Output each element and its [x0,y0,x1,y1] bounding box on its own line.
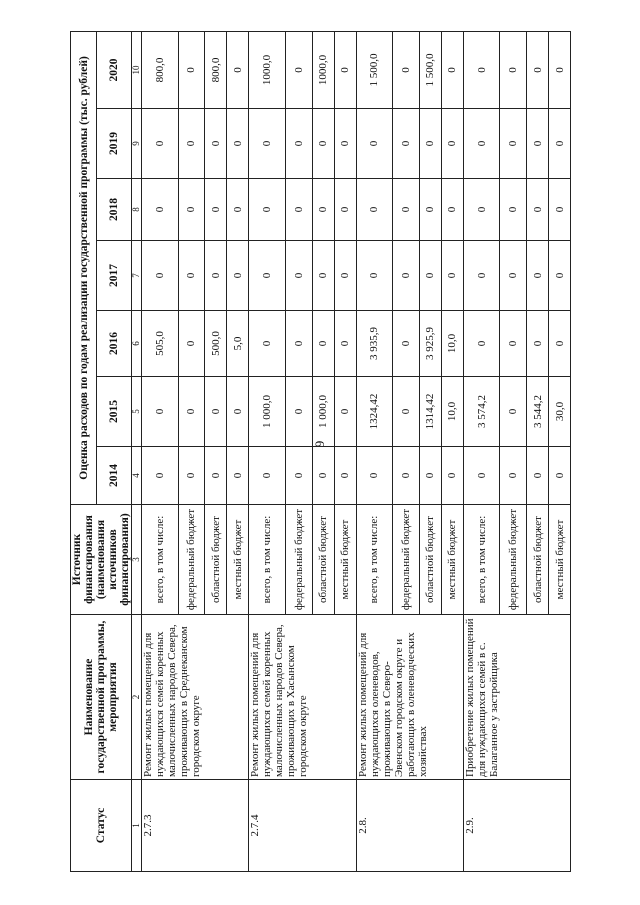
amount-cell: 0 [178,31,205,108]
measure-name: Ремонт жилых помещений для нуждающихся оленеводов, проживающих в Северо-Эвенском городском округе и работающих в оленеводческих хозяйствах [356,615,463,780]
header-year: 2015 [97,377,132,447]
funding-source: всего, в том числе: [142,505,179,615]
funding-source: областной бюджет [419,505,441,615]
measure-name: Ремонт жилых помещений для нуждающихся семей коренных малочисленных народов Севера, проживающих в Среднеканском городском округе [142,615,249,780]
amount-cell: 1 000,0 [249,377,286,447]
amount-cell: 0 [463,241,500,311]
amount-cell: 0 [142,109,179,179]
amount-cell: 0 [227,179,249,241]
amount-cell: 5,0 [227,311,249,377]
amount-cell: 1000,0 [249,31,286,108]
header-year: 2018 [97,179,132,241]
amount-cell: 0 [205,447,227,505]
header-source: Источник финансирования (наименования источников финансирования) [71,505,132,615]
amount-cell: 0 [285,311,312,377]
amount-cell: 0 [285,109,312,179]
amount-cell: 0 [178,109,205,179]
amount-cell: 0 [249,241,286,311]
column-index: 8 [132,179,142,241]
amount-cell: 3 544,2 [527,377,549,447]
amount-cell: 0 [393,311,420,377]
amount-cell: 0 [285,377,312,447]
header-name: Наименование государственной программы, мероприятия [71,615,132,780]
amount-cell: 0 [205,109,227,179]
amount-cell: 0 [312,241,334,311]
amount-cell: 0 [527,179,549,241]
amount-cell: 0 [312,179,334,241]
column-index: 6 [132,311,142,377]
amount-cell: 0 [285,447,312,505]
amount-cell: 0 [441,179,463,241]
amount-cell: 0 [356,447,393,505]
amount-cell: 0 [178,377,205,447]
column-index: 3 [132,505,142,615]
budget-table [70,31,571,872]
amount-cell: 0 [419,109,441,179]
amount-cell: 800,0 [205,31,227,108]
table-row [249,31,286,871]
amount-cell: 0 [142,179,179,241]
amount-cell: 0 [334,31,356,108]
amount-cell: 500,0 [205,311,227,377]
amount-cell: 0 [393,447,420,505]
amount-cell: 0 [312,311,334,377]
amount-cell: 0 [441,447,463,505]
amount-cell: 1000,0 [312,31,334,108]
column-index: 9 [132,109,142,179]
header-status: Статус [71,780,132,872]
column-index: 10 [132,31,142,108]
funding-source: областной бюджет [312,505,334,615]
amount-cell: 30,0 [549,377,571,447]
amount-cell: 0 [356,109,393,179]
amount-cell: 0 [500,377,527,447]
amount-cell: 0 [393,109,420,179]
amount-cell: 0 [463,447,500,505]
amount-cell: 1314,42 [419,377,441,447]
funding-source: всего, в том числе: [356,505,393,615]
status-cell: 2.7.3 [142,780,249,872]
amount-cell: 0 [227,447,249,505]
amount-cell: 0 [393,241,420,311]
amount-cell: 3 925,9 [419,311,441,377]
header-year: 2019 [97,109,132,179]
column-index: 1 [132,780,142,872]
amount-cell: 0 [178,311,205,377]
amount-cell: 0 [334,377,356,447]
status-cell: 2.8. [356,780,463,872]
funding-source: федеральный бюджет [500,505,527,615]
amount-cell: 0 [356,241,393,311]
amount-cell: 0 [549,447,571,505]
amount-cell: 0 [549,311,571,377]
table-row [142,31,179,871]
funding-source: областной бюджет [205,505,227,615]
rotated-table-wrapper [70,32,570,872]
amount-cell: 0 [249,109,286,179]
amount-cell: 0 [500,179,527,241]
funding-source: федеральный бюджет [285,505,312,615]
amount-cell: 0 [334,311,356,377]
amount-cell: 0 [500,311,527,377]
amount-cell: 0 [178,241,205,311]
funding-source: федеральный бюджет [178,505,205,615]
header-year: 2017 [97,241,132,311]
amount-cell: 0 [312,447,334,505]
amount-cell: 0 [463,179,500,241]
amount-cell: 10,0 [441,377,463,447]
page-number: 9 [312,440,327,448]
amount-cell: 0 [205,179,227,241]
amount-cell: 0 [285,241,312,311]
status-cell: 2.9. [463,780,570,872]
header-year: 2016 [97,311,132,377]
header-year: 2014 [97,447,132,505]
amount-cell: 505,0 [142,311,179,377]
measure-name: Ремонт жилых помещений для нуждающихся семей коренных малочисленных народов Севера, проживающих в Хасынском городском округе [249,615,356,780]
amount-cell: 0 [549,109,571,179]
amount-cell: 0 [527,447,549,505]
amount-cell: 0 [463,109,500,179]
amount-cell: 0 [312,109,334,179]
funding-source: федеральный бюджет [393,505,420,615]
amount-cell: 0 [527,109,549,179]
amount-cell: 0 [419,179,441,241]
amount-cell: 0 [227,377,249,447]
funding-source: всего, в том числе: [249,505,286,615]
amount-cell: 0 [285,179,312,241]
measure-name: Приобретение жилых помещений для нуждающихся семей в с. Балаганное у застройщика [463,615,570,780]
amount-cell: 0 [527,311,549,377]
amount-cell: 1 000,0 [312,377,334,447]
amount-cell: 0 [142,241,179,311]
amount-cell: 0 [500,31,527,108]
amount-cell: 0 [334,241,356,311]
amount-cell: 0 [549,241,571,311]
amount-cell: 0 [441,241,463,311]
amount-cell: 0 [142,447,179,505]
amount-cell: 0 [205,377,227,447]
amount-cell: 1324,42 [356,377,393,447]
table-row [463,31,500,871]
amount-cell: 0 [356,179,393,241]
amount-cell: 0 [227,241,249,311]
funding-source: областной бюджет [527,505,549,615]
funding-source: местный бюджет [549,505,571,615]
header-estimate: Оценка расходов по годам реализации государственной программы (тыс. рублей) [71,31,97,504]
amount-cell: 0 [463,31,500,108]
amount-cell: 0 [249,447,286,505]
amount-cell: 1 500,0 [356,31,393,108]
funding-source: местный бюджет [334,505,356,615]
amount-cell: 0 [227,109,249,179]
amount-cell: 0 [205,241,227,311]
header-year: 2020 [97,31,132,108]
amount-cell: 0 [178,179,205,241]
amount-cell: 0 [419,241,441,311]
funding-source: всего, в том числе: [463,505,500,615]
funding-source: местный бюджет [441,505,463,615]
amount-cell: 3 574,2 [463,377,500,447]
amount-cell: 0 [334,179,356,241]
amount-cell: 0 [463,311,500,377]
amount-cell: 0 [527,241,549,311]
amount-cell: 0 [393,31,420,108]
column-index: 4 [132,447,142,505]
amount-cell: 0 [419,447,441,505]
amount-cell: 0 [500,109,527,179]
amount-cell: 0 [249,311,286,377]
amount-cell: 0 [441,31,463,108]
amount-cell: 0 [142,377,179,447]
amount-cell: 0 [527,31,549,108]
amount-cell: 0 [500,241,527,311]
table-row [356,31,393,871]
column-index: 7 [132,241,142,311]
amount-cell: 1 500,0 [419,31,441,108]
amount-cell: 0 [249,179,286,241]
amount-cell: 0 [549,179,571,241]
amount-cell: 0 [285,31,312,108]
amount-cell: 800,0 [142,31,179,108]
amount-cell: 0 [178,447,205,505]
column-index: 2 [132,615,142,780]
funding-source: местный бюджет [227,505,249,615]
amount-cell: 0 [393,179,420,241]
amount-cell: 3 935,9 [356,311,393,377]
status-cell: 2.7.4 [249,780,356,872]
amount-cell: 0 [334,447,356,505]
column-index: 5 [132,377,142,447]
amount-cell: 0 [393,377,420,447]
amount-cell: 10,0 [441,311,463,377]
amount-cell: 0 [227,31,249,108]
amount-cell: 0 [334,109,356,179]
amount-cell: 0 [441,109,463,179]
amount-cell: 0 [500,447,527,505]
amount-cell: 0 [549,31,571,108]
